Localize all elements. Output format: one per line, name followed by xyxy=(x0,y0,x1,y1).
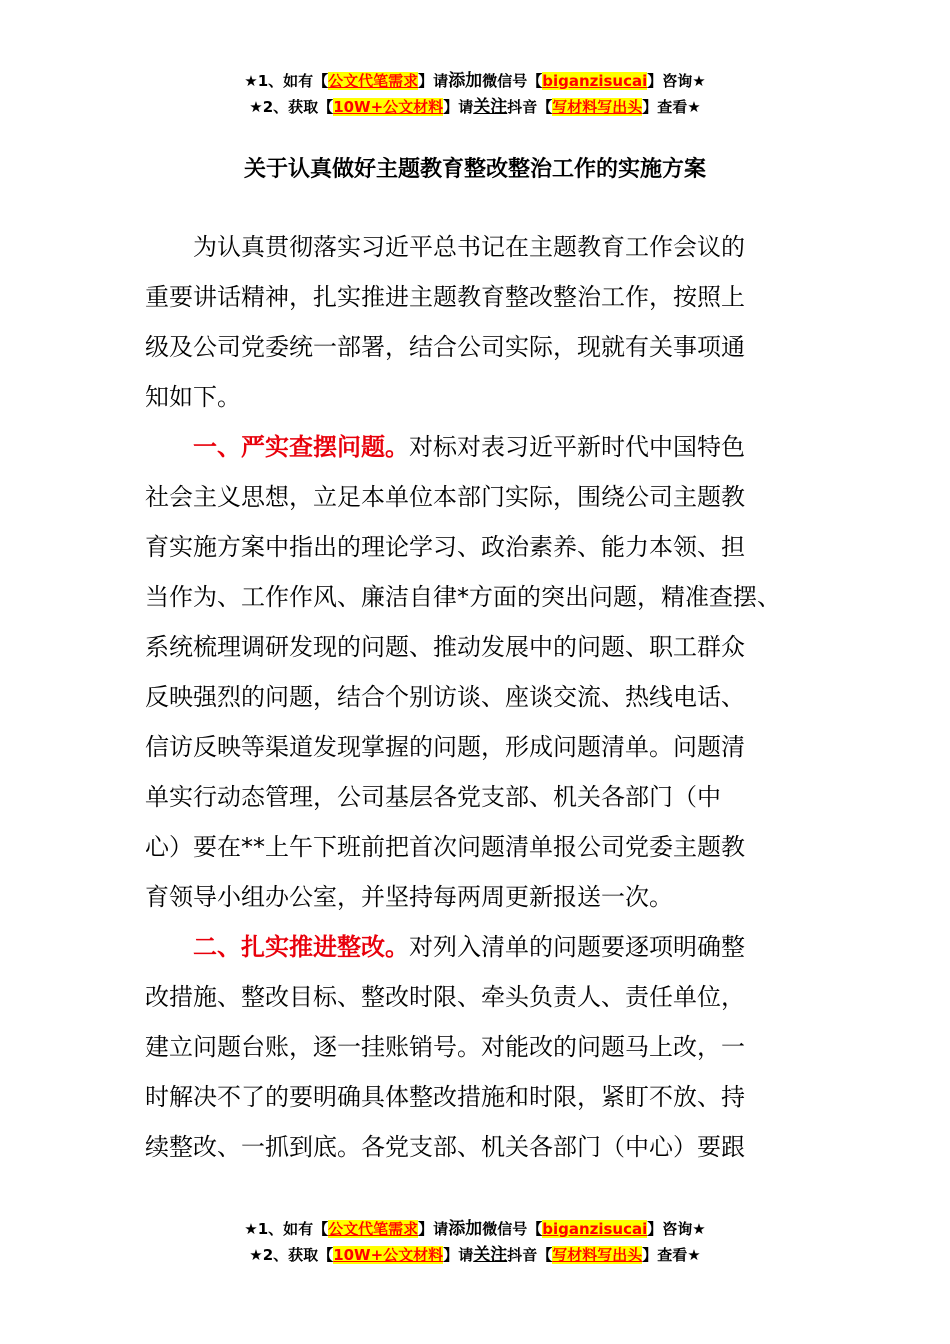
section-1-first-line xyxy=(145,422,805,472)
banner-highlight-douyin: 写材料写出头 xyxy=(552,98,643,116)
header-banner xyxy=(0,68,950,120)
text-line: 反映强烈的问题，结合个别访谈、座谈交流、热线电话、 xyxy=(145,683,745,711)
text-line: 改措施、整改目标、整改时限、牵头负责人、责任单位， xyxy=(145,983,745,1011)
text-line: 时解决不了的要明确具体整改措施和时限，紧盯不放、持 xyxy=(145,1083,745,1111)
banner-text: 】请 xyxy=(443,1246,474,1264)
banner-text: 微信号【 xyxy=(482,72,543,90)
document-body xyxy=(145,222,805,1172)
banner-emphasis: 添加 xyxy=(448,71,483,91)
section-2-heading: 二、扎实推进整改。 xyxy=(193,933,409,961)
section-1-heading: 一、严实查摆问题。 xyxy=(193,433,409,461)
banner-highlight-materials: 10W+公文材料 xyxy=(333,1246,444,1264)
banner-text: 】咨询★ xyxy=(647,72,706,90)
text-line: 心）要在**上午下班前把首次问题清单报公司党委主题教 xyxy=(145,833,745,861)
text-line: 当作为、工作作风、廉洁自律*方面的突出问题，精准查摆、 xyxy=(145,583,781,611)
banner-text: 】咨询★ xyxy=(647,1220,706,1238)
text-line: 育实施方案中指出的理论学习、政治素养、能力本领、担 xyxy=(145,533,745,561)
banner-text: 】查看★ xyxy=(642,98,701,116)
text-line: 系统梳理调研发现的问题、推动发展中的问题、职工群众 xyxy=(145,633,745,661)
text-line: 信访反映等渠道发现掌握的问题，形成问题清单。问题清 xyxy=(145,733,745,761)
text-line: 知如下。 xyxy=(145,383,241,411)
banner-text: ★1、如有【 xyxy=(244,72,329,90)
banner-line-1 xyxy=(0,1216,950,1242)
text-line: 社会主义思想，立足本单位本部门实际，围绕公司主题教 xyxy=(145,483,745,511)
section-2-first-line xyxy=(145,922,805,972)
text-line: 为认真贯彻落实习近平总书记在主题教育工作会议的 xyxy=(193,233,745,261)
banner-highlight-service: 公文代笔需求 xyxy=(328,72,419,90)
banner-text: 微信号【 xyxy=(482,1220,543,1238)
banner-text: 】请 xyxy=(418,72,449,90)
text-line: 育领导小组办公室，并坚持每两周更新报送一次。 xyxy=(145,883,673,911)
section-2-first-line-text: 对列入清单的问题要逐项明确整 xyxy=(409,933,745,961)
intro-paragraph xyxy=(145,222,805,422)
banner-text: ★1、如有【 xyxy=(244,1220,329,1238)
banner-emphasis: 关注 xyxy=(473,97,508,117)
banner-text: ★2、获取【 xyxy=(249,98,334,116)
text-line: 单实行动态管理，公司基层各党支部、机关各部门（中 xyxy=(145,783,721,811)
section-2-paragraph xyxy=(145,922,805,1172)
banner-line-2 xyxy=(0,1242,950,1268)
banner-line-1 xyxy=(0,68,950,94)
banner-emphasis: 关注 xyxy=(473,1245,508,1265)
section-1-paragraph xyxy=(145,422,805,922)
text-line: 重要讲话精神，扎实推进主题教育整改整治工作，按照上 xyxy=(145,283,745,311)
banner-highlight-douyin: 写材料写出头 xyxy=(552,1246,643,1264)
document-title: 关于认真做好主题教育整改整治工作的实施方案 xyxy=(243,157,706,182)
banner-highlight-wechat: biganzisucai xyxy=(542,72,648,90)
text-line: 级及公司党委统一部署，结合公司实际，现就有关事项通 xyxy=(145,333,745,361)
banner-text: 抖音【 xyxy=(507,1246,553,1264)
text-line: 续整改、一抓到底。各党支部、机关各部门（中心）要跟 xyxy=(145,1133,745,1161)
footer-banner xyxy=(0,1216,950,1268)
banner-text: ★2、获取【 xyxy=(249,1246,334,1264)
banner-text: 】请 xyxy=(443,98,474,116)
banner-emphasis: 添加 xyxy=(448,1219,483,1239)
text-line: 建立问题台账，逐一挂账销号。对能改的问题马上改，一 xyxy=(145,1033,745,1061)
banner-text: 】请 xyxy=(418,1220,449,1238)
banner-text: 】查看★ xyxy=(642,1246,701,1264)
banner-line-2 xyxy=(0,94,950,120)
section-1-first-line-text: 对标对表习近平新时代中国特色 xyxy=(409,433,745,461)
banner-highlight-service: 公文代笔需求 xyxy=(328,1220,419,1238)
banner-text: 抖音【 xyxy=(507,98,553,116)
banner-highlight-materials: 10W+公文材料 xyxy=(333,98,444,116)
banner-highlight-wechat: biganzisucai xyxy=(542,1220,648,1238)
